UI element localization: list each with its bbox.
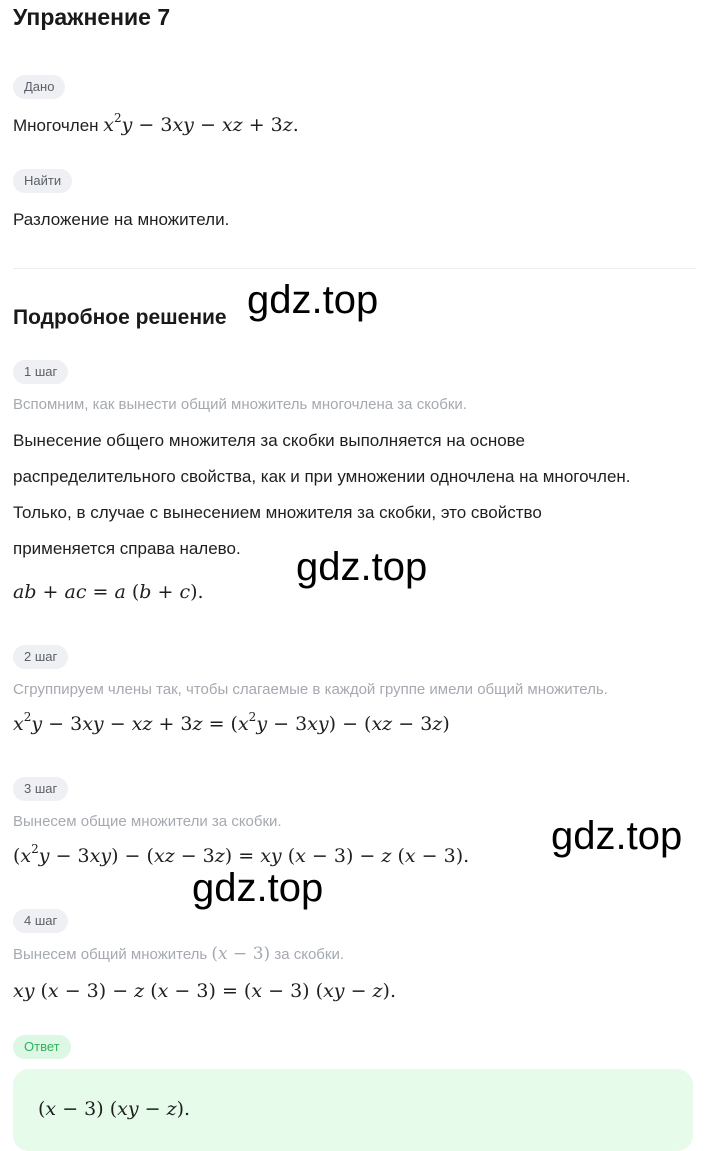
step-2-chip-wrap (13, 645, 68, 669)
step-3-formula: $(x^2y - 3xy) - (xz - 3z)$ = xy (x − 3) − z (x − 3). (13, 842, 470, 867)
step-1-formula: ab + ac = a (b + c). (13, 581, 204, 603)
step-4-chip: 4 шаг (13, 909, 68, 933)
step-4-hint-after: за скобки. (274, 946, 345, 963)
step-4-chip-wrap (13, 909, 68, 933)
given-label: Многочлен (13, 116, 99, 135)
step-2-formula: $x^2y - 3xy$ − xz + $3z = (x^2y - 3xy) - (xz - 3z)$ (13, 710, 450, 735)
step-4-hint (13, 944, 344, 964)
step-1-chip: 1 шаг (13, 360, 68, 384)
answer-formula: (x − 3) (xy − z). (38, 1098, 191, 1120)
step-1-line-4: применяется справа налево. (13, 539, 241, 558)
watermark: gdz.top (192, 866, 324, 910)
step-2-hint: Сгруппируем члены так, чтобы слагаемые в каждой группе имели общий множитель. (13, 681, 608, 698)
find-chip: Найти (13, 169, 72, 193)
step-3-chip: 3 шаг (13, 777, 68, 801)
solution-heading: Подробное решение (13, 306, 227, 329)
given-chip-wrap (13, 75, 65, 99)
step-3-hint: Вынесем общие множители за скобки. (13, 813, 282, 830)
find-text: Разложение на множители. (13, 210, 230, 229)
step-1-chip-wrap (13, 360, 68, 384)
step-1-line-3: Только, в случае с вынесением множителя за скобки, это свойство (13, 503, 542, 522)
answer-chip: Ответ (13, 1035, 71, 1059)
step-1-line-1: Вынесение общего множителя за скобки выполняется на основе (13, 431, 525, 450)
find-chip-wrap (13, 169, 72, 193)
step-4-hint-before: Вынесем общий множитель (13, 946, 208, 963)
step-3-chip-wrap (13, 777, 68, 801)
step-4-hint-formula: (x − 3) (211, 944, 271, 964)
watermark: gdz.top (551, 814, 683, 858)
page-title: Упражнение 7 (13, 4, 171, 30)
step-4-formula: xy (x − 3) − z (x − 3) = (x − 3) (xy − z). (13, 980, 396, 1002)
step-1-hint: Вспомним, как вынести общий множитель многочлена за скобки. (13, 396, 467, 413)
given-chip: Дано (13, 75, 65, 99)
answer-chip-wrap (13, 1035, 71, 1059)
step-2-chip: 2 шаг (13, 645, 68, 669)
watermark: gdz.top (296, 545, 428, 589)
step-1-line-2: распределительного свойства, как и при умножении одночлена на многочлен. (13, 467, 631, 486)
given-statement (13, 111, 299, 136)
divider (13, 268, 696, 269)
given-polynomial: $x^2y - 3xy$ − xz + 3z. (103, 111, 299, 136)
watermark: gdz.top (247, 278, 379, 322)
